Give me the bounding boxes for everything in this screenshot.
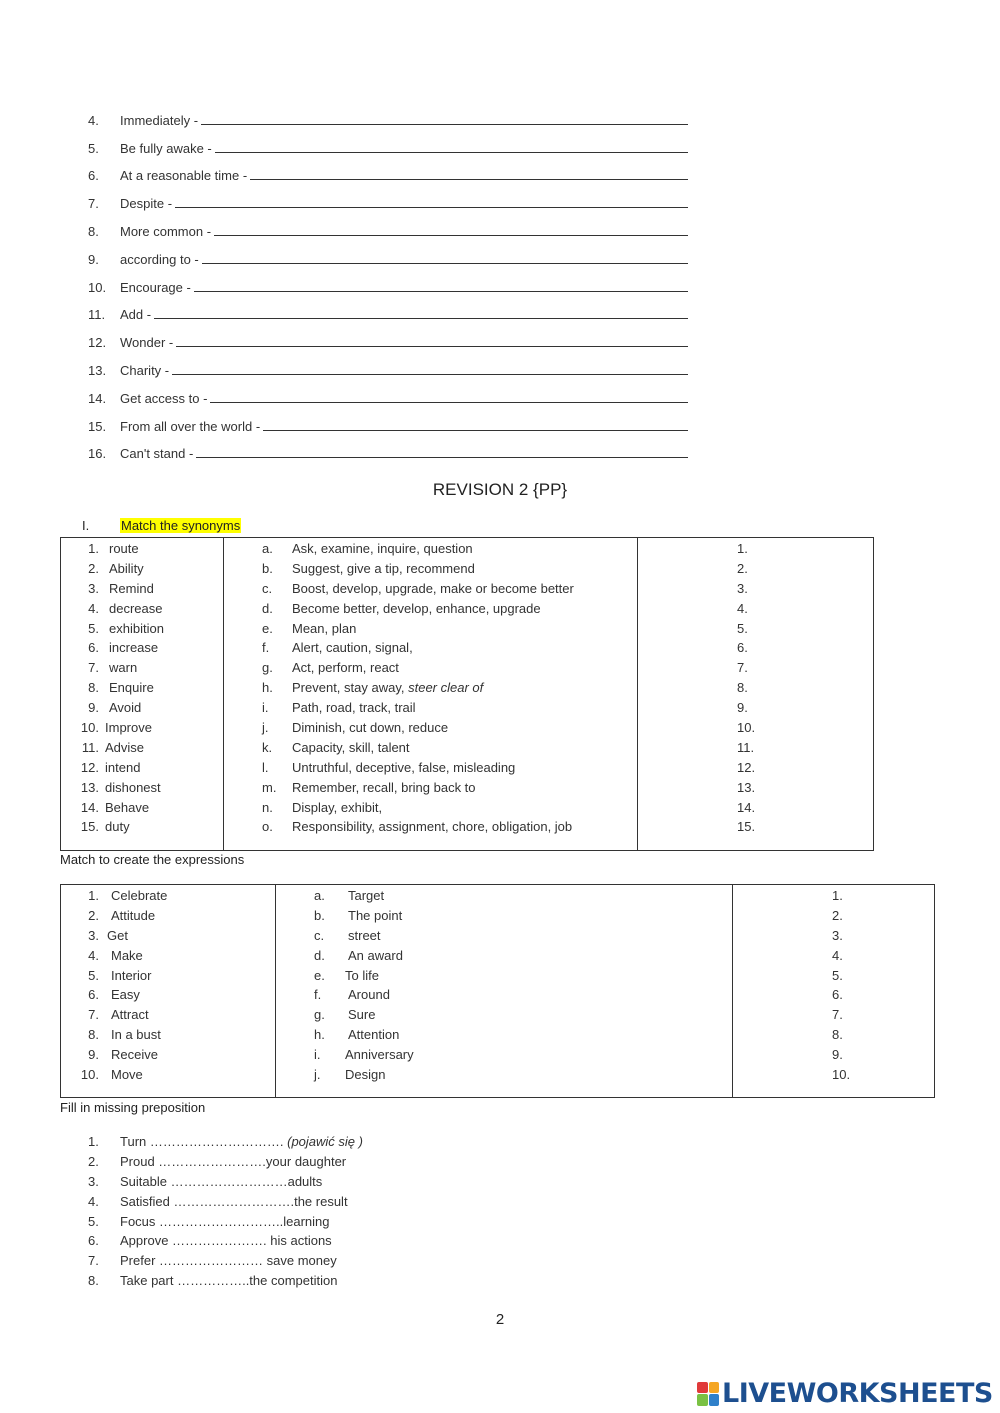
row-text: dishonest [105, 779, 161, 795]
expressions-answers-column[interactable] [733, 885, 935, 1098]
synonym-answer-slot[interactable]: 5. [737, 620, 748, 636]
highlighted-heading: Match the synonyms [121, 518, 241, 533]
synonym-word-row [61, 778, 223, 798]
synonym-definition-row [224, 798, 637, 818]
row-text: Advise [105, 739, 145, 755]
synonym-definition-row [224, 599, 637, 619]
row-letter: j. [314, 1067, 321, 1083]
row-text: Move [111, 1067, 143, 1083]
row-letter: d. [314, 947, 325, 963]
synonym-answer-slot[interactable]: 1. [737, 541, 748, 556]
synonym-answer-slot[interactable]: 4. [737, 600, 748, 616]
answer-blank[interactable] [215, 151, 688, 153]
row-letter: d. [262, 600, 273, 616]
synonym-answer-slot[interactable]: 12. [737, 759, 756, 775]
answer-blank[interactable] [196, 456, 688, 458]
row-text: Responsibility, assignment, chore, obligation, job [292, 819, 573, 835]
section-roman-numeral: I. [82, 518, 90, 533]
expression-ending-row [276, 1005, 732, 1025]
row-text: Make [111, 947, 143, 963]
answer-blank[interactable] [172, 373, 688, 375]
row-letter: h. [262, 680, 273, 696]
item-number: 10. [88, 279, 107, 295]
synonym-answer-slot[interactable]: 6. [737, 640, 748, 656]
item-number: 11. [88, 307, 106, 323]
row-letter: c. [262, 580, 273, 596]
row-text: Ask, examine, inquire, question [292, 541, 473, 556]
item-number: 2. [88, 1153, 99, 1169]
row-text: Target [348, 888, 385, 903]
logo-mark-icon [697, 1382, 719, 1406]
row-text: Prevent, stay away, [292, 680, 405, 696]
row-letter: h. [314, 1027, 325, 1043]
synonym-word-row [61, 758, 223, 778]
item-number: 7. [88, 196, 99, 212]
row-number: 9. [88, 1047, 99, 1063]
row-number: 12. [80, 759, 99, 775]
answer-blank[interactable] [194, 290, 688, 292]
answer-blank[interactable] [201, 123, 688, 125]
row-text: Interior [111, 967, 152, 983]
row-text: exhibition [109, 620, 164, 636]
expression-ending-row [276, 985, 732, 1005]
logo-square [709, 1394, 720, 1406]
vocab-item [88, 156, 688, 184]
preposition-item [88, 1212, 363, 1232]
page-title: REVISION 2 {PP} [432, 480, 568, 499]
expression-word-row [61, 886, 275, 906]
synonym-word-row [61, 638, 223, 658]
row-letter: i. [262, 700, 269, 716]
synonym-definition-row [224, 658, 637, 678]
item-text: Wonder - [120, 335, 174, 351]
row-letter: c. [314, 927, 325, 943]
synonym-word-row [61, 619, 223, 639]
answer-blank[interactable] [210, 401, 688, 403]
item-number: 9. [88, 251, 99, 267]
answer-blank[interactable] [214, 234, 688, 236]
item-text: Be fully awake - [120, 140, 212, 156]
synonyms-definitions-column [224, 538, 638, 851]
row-number: 1. [88, 888, 99, 903]
row-text: Remember, recall, bring back to [292, 779, 476, 795]
item-number: 12. [88, 335, 107, 351]
item-text: Immediately - [120, 112, 199, 128]
row-number: 5. [88, 620, 99, 636]
synonyms-answers-column[interactable] [638, 538, 874, 851]
synonym-answer-slot[interactable]: 13. [737, 779, 756, 795]
expression-ending-row [276, 1025, 732, 1045]
synonym-answer-slot[interactable]: 3. [737, 580, 748, 596]
vocab-item [88, 434, 688, 462]
preposition-item [88, 1192, 363, 1212]
row-text: Diminish, cut down, reduce [292, 720, 449, 736]
synonym-word-row [61, 798, 223, 818]
expression-answer-slot[interactable]: 10. [832, 1067, 851, 1083]
row-number: 2. [88, 560, 99, 576]
item-text: according to - [120, 251, 199, 267]
row-number: 10. [80, 720, 99, 736]
logo-text: LIVEWORKSHEETS [722, 1378, 993, 1409]
item-text[interactable]: Focus ………………………..learning [120, 1213, 330, 1229]
row-text: warn [109, 660, 138, 676]
synonym-word-row [61, 718, 223, 738]
row-text: Attention [348, 1027, 400, 1043]
expression-word-row [61, 1065, 275, 1085]
item-number: 3. [88, 1173, 99, 1189]
item-italic-text: (pojawić się ) [287, 1134, 363, 1149]
row-number: 2. [88, 907, 99, 923]
row-number: 6. [88, 987, 99, 1003]
row-number: 7. [88, 660, 99, 676]
row-text: Remind [109, 580, 154, 596]
row-text: Receive [111, 1047, 158, 1063]
row-text: In a bust [111, 1027, 161, 1043]
row-letter: g. [262, 660, 273, 676]
expression-word-row [61, 966, 275, 986]
synonym-word-row [61, 579, 223, 599]
expression-word-row [61, 1025, 275, 1045]
preposition-item [88, 1152, 363, 1172]
item-text: Charity - [120, 362, 170, 378]
section-1-heading [82, 518, 241, 533]
synonym-answer-slot[interactable]: 2. [737, 560, 748, 576]
expression-answer-slot[interactable]: 9. [832, 1047, 843, 1063]
item-number: 5. [88, 140, 99, 156]
expression-word-row [61, 926, 275, 946]
row-number: 4. [88, 947, 99, 963]
item-text: Despite - [120, 196, 173, 212]
row-text: Path, road, track, trail [292, 700, 416, 716]
expression-word-row [61, 985, 275, 1005]
row-text: Celebrate [111, 888, 168, 903]
row-italic-text: steer clear of [408, 680, 484, 696]
synonym-answer-slot[interactable]: 10. [737, 720, 756, 736]
item-number: 16. [88, 446, 107, 462]
preposition-item [88, 1251, 363, 1271]
preposition-item [88, 1172, 363, 1192]
expression-ending-row [276, 1065, 732, 1085]
row-letter: a. [314, 888, 325, 903]
synonyms-words-column [61, 538, 224, 851]
row-number: 8. [88, 680, 99, 696]
item-number: 15. [88, 418, 107, 434]
row-text: Untruthful, deceptive, false, misleading [292, 759, 516, 775]
expression-answer-slot[interactable]: 1. [832, 888, 843, 903]
item-number: 13. [88, 362, 107, 378]
item-text: Encourage - [120, 279, 191, 295]
synonym-word-row [61, 539, 223, 559]
vocabulary-list [88, 100, 688, 461]
expression-ending-row [276, 966, 732, 986]
expression-ending-row [276, 906, 732, 926]
item-text[interactable]: Suitable ………………………adults [120, 1173, 323, 1189]
preposition-item [88, 1271, 363, 1291]
row-letter: b. [314, 907, 325, 923]
item-text: At a reasonable time - [120, 168, 248, 184]
synonym-definition-row [224, 619, 637, 639]
item-text[interactable]: Turn …………………………. [120, 1134, 284, 1149]
row-number: 4. [88, 600, 99, 616]
row-text: route [109, 541, 139, 556]
logo-square [697, 1394, 708, 1406]
row-text: Get [107, 927, 128, 943]
vocab-item [88, 267, 688, 295]
row-text: Suggest, give a tip, recommend [292, 560, 475, 576]
row-text: Around [348, 987, 390, 1003]
row-text: increase [109, 640, 159, 656]
row-letter: m. [262, 779, 277, 795]
item-text[interactable]: Take part ……………..the competition [120, 1273, 338, 1289]
row-number: 8. [88, 1027, 99, 1043]
expression-answer-slot[interactable]: 2. [832, 907, 843, 923]
vocab-item [88, 350, 688, 378]
synonym-answer-slot[interactable]: 15. [737, 819, 756, 835]
row-text: The point [348, 907, 403, 923]
expression-word-row [61, 1045, 275, 1065]
synonym-answer-slot[interactable]: 8. [737, 680, 748, 696]
logo-square [697, 1382, 708, 1394]
row-text: To life [345, 967, 379, 983]
item-text: More common - [120, 223, 212, 239]
row-letter: n. [262, 799, 273, 815]
item-number: 8. [88, 1273, 99, 1289]
synonym-definition-row [224, 758, 637, 778]
synonym-word-row [61, 658, 223, 678]
item-number: 8. [88, 223, 99, 239]
row-letter: f. [314, 987, 322, 1003]
synonym-definition-row [224, 778, 637, 798]
synonym-word-row [61, 738, 223, 758]
item-number: 6. [88, 1233, 99, 1249]
row-text: Mean, plan [292, 620, 357, 636]
row-text: Alert, caution, signal, [292, 640, 413, 656]
row-text: Sure [348, 1007, 376, 1023]
row-text: Design [345, 1067, 386, 1083]
row-text: street [348, 927, 381, 943]
preposition-item [88, 1132, 363, 1152]
preposition-item [88, 1231, 363, 1251]
row-number: 15. [80, 819, 99, 835]
synonym-answer-slot[interactable]: 9. [737, 700, 748, 716]
row-number: 1. [88, 541, 99, 556]
row-letter: l. [262, 759, 269, 775]
synonym-word-row [61, 678, 223, 698]
item-number: 1. [88, 1134, 99, 1149]
row-number: 10. [80, 1067, 99, 1083]
item-text[interactable]: Prefer …………………… save money [120, 1253, 337, 1269]
expressions-endings-column [276, 885, 733, 1098]
synonym-word-row [61, 559, 223, 579]
row-letter: e. [314, 967, 325, 983]
vocab-item [88, 378, 688, 406]
row-text: Anniversary [345, 1047, 414, 1063]
expressions-words-column [61, 885, 276, 1098]
row-text: Become better, develop, enhance, upgrade [292, 600, 541, 616]
row-letter: f. [262, 640, 270, 656]
synonym-definition-row [224, 678, 637, 698]
vocab-item [88, 295, 688, 323]
synonym-definition-row [224, 738, 637, 758]
row-text: Attitude [111, 907, 156, 923]
expressions-table [60, 884, 935, 1098]
answer-blank[interactable] [154, 317, 688, 319]
row-number: 13. [80, 779, 99, 795]
expression-answer-slot[interactable]: 3. [832, 927, 843, 943]
row-text: duty [105, 819, 130, 835]
vocab-item [88, 211, 688, 239]
expression-answer-slot[interactable]: 5. [832, 967, 843, 983]
section-3-heading: Fill in missing preposition [60, 1100, 206, 1115]
item-number: 7. [88, 1253, 99, 1269]
row-text: An award [348, 947, 403, 963]
row-text: Boost, develop, upgrade, make or become better [292, 580, 574, 596]
item-text: Can't stand - [120, 446, 194, 462]
expression-ending-row [276, 1045, 732, 1065]
row-text: Enquire [109, 680, 154, 696]
item-text: Get access to - [120, 390, 208, 406]
vocab-item [88, 183, 688, 211]
row-text: Display, exhibit, [292, 799, 383, 815]
row-number: 3. [88, 580, 99, 596]
expression-word-row [61, 906, 275, 926]
preposition-list [88, 1132, 363, 1291]
row-letter: k. [262, 739, 273, 755]
row-text: Behave [105, 799, 150, 815]
synonym-definition-row [224, 718, 637, 738]
row-letter: g. [314, 1007, 325, 1023]
synonym-definition-row [224, 579, 637, 599]
expression-ending-row [276, 926, 732, 946]
row-text: Attract [111, 1007, 149, 1023]
row-number: 9. [88, 700, 99, 716]
synonyms-table [60, 537, 874, 851]
row-text: Easy [111, 987, 140, 1003]
synonym-answer-slot[interactable]: 11. [737, 739, 755, 755]
answer-blank[interactable] [175, 206, 688, 208]
row-text: Ability [109, 560, 144, 576]
row-text: intend [105, 759, 141, 775]
row-letter: o. [262, 819, 273, 835]
expression-answer-slot[interactable]: 4. [832, 947, 843, 963]
vocab-item [88, 100, 688, 128]
synonym-answer-slot[interactable]: 14. [737, 799, 756, 815]
vocab-item [88, 322, 688, 350]
liveworksheets-logo [697, 1378, 993, 1409]
synonym-word-row [61, 599, 223, 619]
logo-square [709, 1382, 720, 1394]
synonym-definition-row [224, 559, 637, 579]
row-text: Improve [105, 720, 152, 736]
synonym-definition-row [224, 539, 637, 559]
expression-ending-row [276, 946, 732, 966]
row-number: 7. [88, 1007, 99, 1023]
answer-blank[interactable] [176, 345, 688, 347]
item-text[interactable]: Satisfied ……………………….the result [120, 1193, 348, 1209]
row-text: Avoid [109, 700, 142, 716]
synonym-answer-slot[interactable]: 7. [737, 660, 748, 676]
item-text[interactable]: Proud …………………….your daughter [120, 1153, 347, 1169]
row-number: 11. [81, 739, 99, 755]
vocab-item [88, 406, 688, 434]
answer-blank[interactable] [250, 178, 688, 180]
item-number: 6. [88, 168, 99, 184]
synonym-definition-row [224, 638, 637, 658]
answer-blank[interactable] [202, 262, 688, 264]
synonym-word-row [61, 698, 223, 718]
row-letter: b. [262, 560, 273, 576]
synonym-definition-row [224, 817, 637, 837]
answer-blank[interactable] [263, 429, 688, 431]
row-number: 14. [80, 799, 99, 815]
vocab-item [88, 128, 688, 156]
page-number: 2 [495, 1311, 505, 1328]
row-text: Act, perform, react [292, 660, 399, 676]
row-number: 3. [88, 927, 99, 943]
row-text: decrease [109, 600, 163, 616]
row-number: 5. [88, 967, 99, 983]
synonym-definition-row [224, 698, 637, 718]
item-text: Add - [120, 307, 152, 323]
section-2-heading: Match to create the expressions [60, 852, 245, 867]
expression-word-row [61, 1005, 275, 1025]
item-text[interactable]: Approve …………………. his actions [120, 1233, 332, 1249]
item-number: 5. [88, 1213, 99, 1229]
item-number: 4. [88, 112, 99, 128]
row-letter: e. [262, 620, 273, 636]
expression-word-row [61, 946, 275, 966]
item-number: 14. [88, 390, 107, 406]
row-text: Capacity, skill, talent [292, 739, 410, 755]
row-letter: a. [262, 541, 273, 556]
row-number: 6. [88, 640, 99, 656]
row-letter: j. [262, 720, 269, 736]
expression-answer-slot[interactable]: 7. [832, 1007, 843, 1023]
expression-answer-slot[interactable]: 8. [832, 1027, 843, 1043]
item-text: From all over the world - [120, 418, 261, 434]
vocab-item [88, 239, 688, 267]
synonym-word-row [61, 817, 223, 837]
item-number: 4. [88, 1193, 99, 1209]
row-letter: i. [314, 1047, 321, 1063]
expression-answer-slot[interactable]: 6. [832, 987, 843, 1003]
expression-ending-row [276, 886, 732, 906]
